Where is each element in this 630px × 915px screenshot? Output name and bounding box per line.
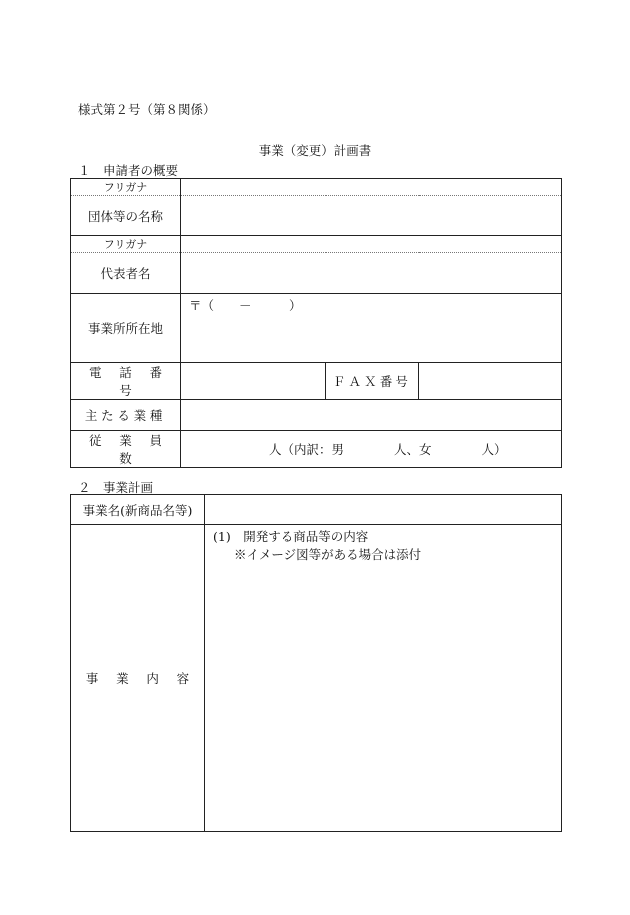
representative-field[interactable] bbox=[181, 253, 562, 294]
form-number: 様式第２号（第８関係） bbox=[78, 102, 216, 117]
content-note: ※イメージ図等がある場合は添付 bbox=[234, 547, 422, 562]
org-name-furigana-field[interactable] bbox=[181, 179, 562, 196]
industry-field[interactable] bbox=[181, 400, 562, 431]
document-title: 事業（変更）計画書 bbox=[258, 143, 372, 158]
fax-field[interactable] bbox=[419, 363, 562, 400]
business-name-field[interactable] bbox=[205, 495, 562, 525]
content-item-1: (1) 開発する商品等の内容 bbox=[213, 529, 369, 544]
phone-label: 電 話 番 号 bbox=[71, 363, 181, 400]
representative-label: 代表者名 bbox=[71, 253, 181, 294]
applicant-overview-table bbox=[70, 178, 562, 468]
section-2-heading: ２ 事業計画 bbox=[78, 480, 154, 495]
industry-label: 主たる業種 bbox=[71, 400, 181, 431]
employees-label: 従 業 員 数 bbox=[71, 431, 181, 468]
fax-label: ＦＡＸ番号 bbox=[326, 363, 419, 400]
org-name-label: 団体等の名称 bbox=[71, 196, 181, 236]
business-content-label: 事 業 内 容 bbox=[71, 525, 205, 832]
business-content-field[interactable] bbox=[205, 525, 562, 832]
employees-field[interactable]: 人（内訳：男 人、女 人） bbox=[181, 431, 562, 468]
furigana-label: フリガナ bbox=[71, 236, 181, 253]
address-field[interactable] bbox=[181, 294, 562, 363]
postal-code-template: 〒（ － ） bbox=[189, 298, 302, 313]
address-label: 事業所所在地 bbox=[71, 294, 181, 363]
business-name-label: 事業名(新商品名等) bbox=[71, 495, 205, 525]
business-plan-table bbox=[70, 494, 562, 832]
org-name-field[interactable] bbox=[181, 196, 562, 236]
phone-field[interactable] bbox=[181, 363, 326, 400]
furigana-label: フリガナ bbox=[71, 179, 181, 196]
representative-furigana-field[interactable] bbox=[181, 236, 562, 253]
section-1-heading: １ 申請者の概要 bbox=[78, 163, 179, 178]
